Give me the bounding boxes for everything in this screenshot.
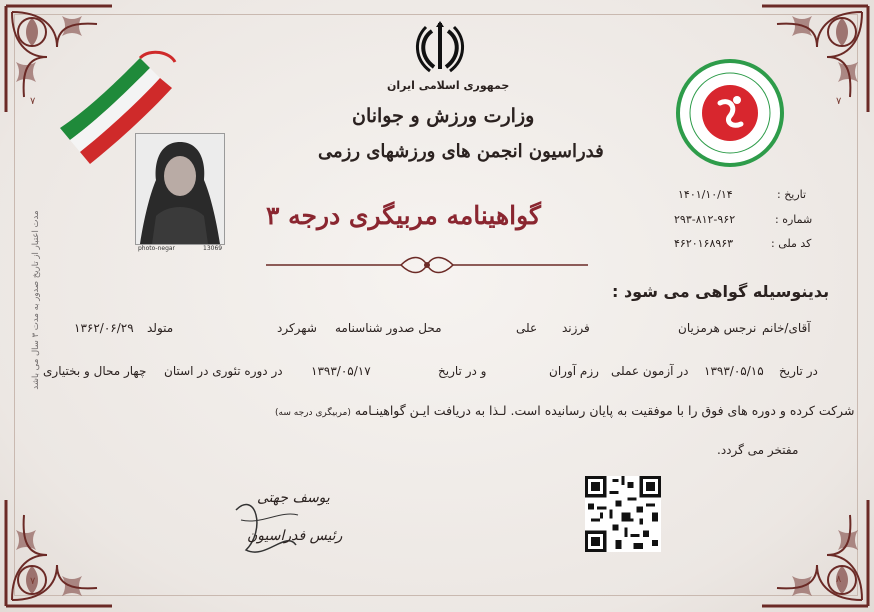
signature-role: رئیس فدراسیون	[247, 528, 343, 544]
corner-ornament-icon	[752, 490, 872, 610]
date-value: ۱۴۰۱/۱۰/۱۴	[678, 188, 733, 201]
iran-emblem-icon	[412, 19, 468, 75]
line2-date: ۱۳۹۳/۰۵/۱۵	[704, 364, 764, 378]
issue-label: محل صدور شناسنامه	[335, 321, 442, 335]
federation-title: فدراسیون انجمن های ورزشهای رزمی	[318, 141, 604, 162]
born-value: ۱۳۶۲/۰۶/۲۹	[74, 321, 134, 335]
line3-paren: (مربیگری درجه سه)	[275, 408, 351, 418]
father-value: علی	[516, 321, 538, 335]
line2-field: رزم آوران	[549, 364, 599, 378]
corner-number-tl: ۷	[30, 96, 36, 107]
republic-title: جمهوری اسلامی ایران	[387, 79, 510, 92]
issue-value: شهرکرد	[277, 321, 317, 335]
corner-number-br: ۸	[836, 574, 842, 585]
line2-date2: ۱۳۹۳/۰۵/۱۷	[311, 364, 371, 378]
photo-caption-right: 13069	[203, 245, 223, 252]
person-silhouette-icon	[136, 134, 224, 244]
born-label: متولد	[147, 321, 174, 335]
validity-note: مدت اعتبار از تاریخ صدور به مدت ۳ سال می باشد	[31, 210, 41, 390]
line3-main: شرکت کرده و دوره های فوق را با موفقیت به پایان رسانیده است. لـذا به دریافت ایـن گواهینـامه	[354, 403, 855, 418]
line2-province: چهار محال و بختیاری	[43, 364, 147, 378]
corner-number-tr: ۷	[836, 96, 842, 107]
federation-logo-icon	[675, 58, 785, 168]
line2-exam: در آزمون عملی	[611, 364, 689, 378]
certify-lead: بدینوسیله گواهی می شود :	[612, 282, 830, 301]
divider-ornament-icon	[266, 255, 588, 275]
father-label: فرزند	[562, 321, 590, 335]
corner-ornament-icon	[2, 490, 122, 610]
number-label: شماره :	[775, 213, 813, 226]
ministry-title: وزارت ورزش و جوانان	[352, 105, 535, 127]
line2-date-prefix: در تاریخ	[779, 364, 818, 378]
line4-text: مفتخر می گردد.	[717, 443, 799, 457]
signature-name: یوسف جهتی	[257, 490, 330, 506]
number-value: ۲۹۳-۸۱۲-۹۶۲	[674, 213, 736, 226]
line2-theory: در دوره تئوری در استان	[164, 364, 283, 378]
name-value: نرجس هرمزیان	[678, 321, 757, 335]
line2-date2-prefix: و در تاریخ	[438, 364, 487, 378]
photo-caption-left: photo-negar	[138, 245, 176, 252]
line3-text	[275, 403, 854, 418]
corner-number-bl: ۷	[30, 576, 36, 587]
name-label: آقای/خانم	[762, 321, 811, 335]
applicant-photo	[135, 133, 225, 245]
qr-code-icon	[585, 476, 661, 552]
date-label: تاریخ :	[777, 188, 807, 201]
national-code-label: کد ملی :	[771, 237, 812, 250]
certificate-title: گواهینامه مربیگری درجه ۳	[266, 201, 541, 230]
national-code-value: ۴۶۲۰۱۶۸۹۶۳	[674, 237, 734, 250]
